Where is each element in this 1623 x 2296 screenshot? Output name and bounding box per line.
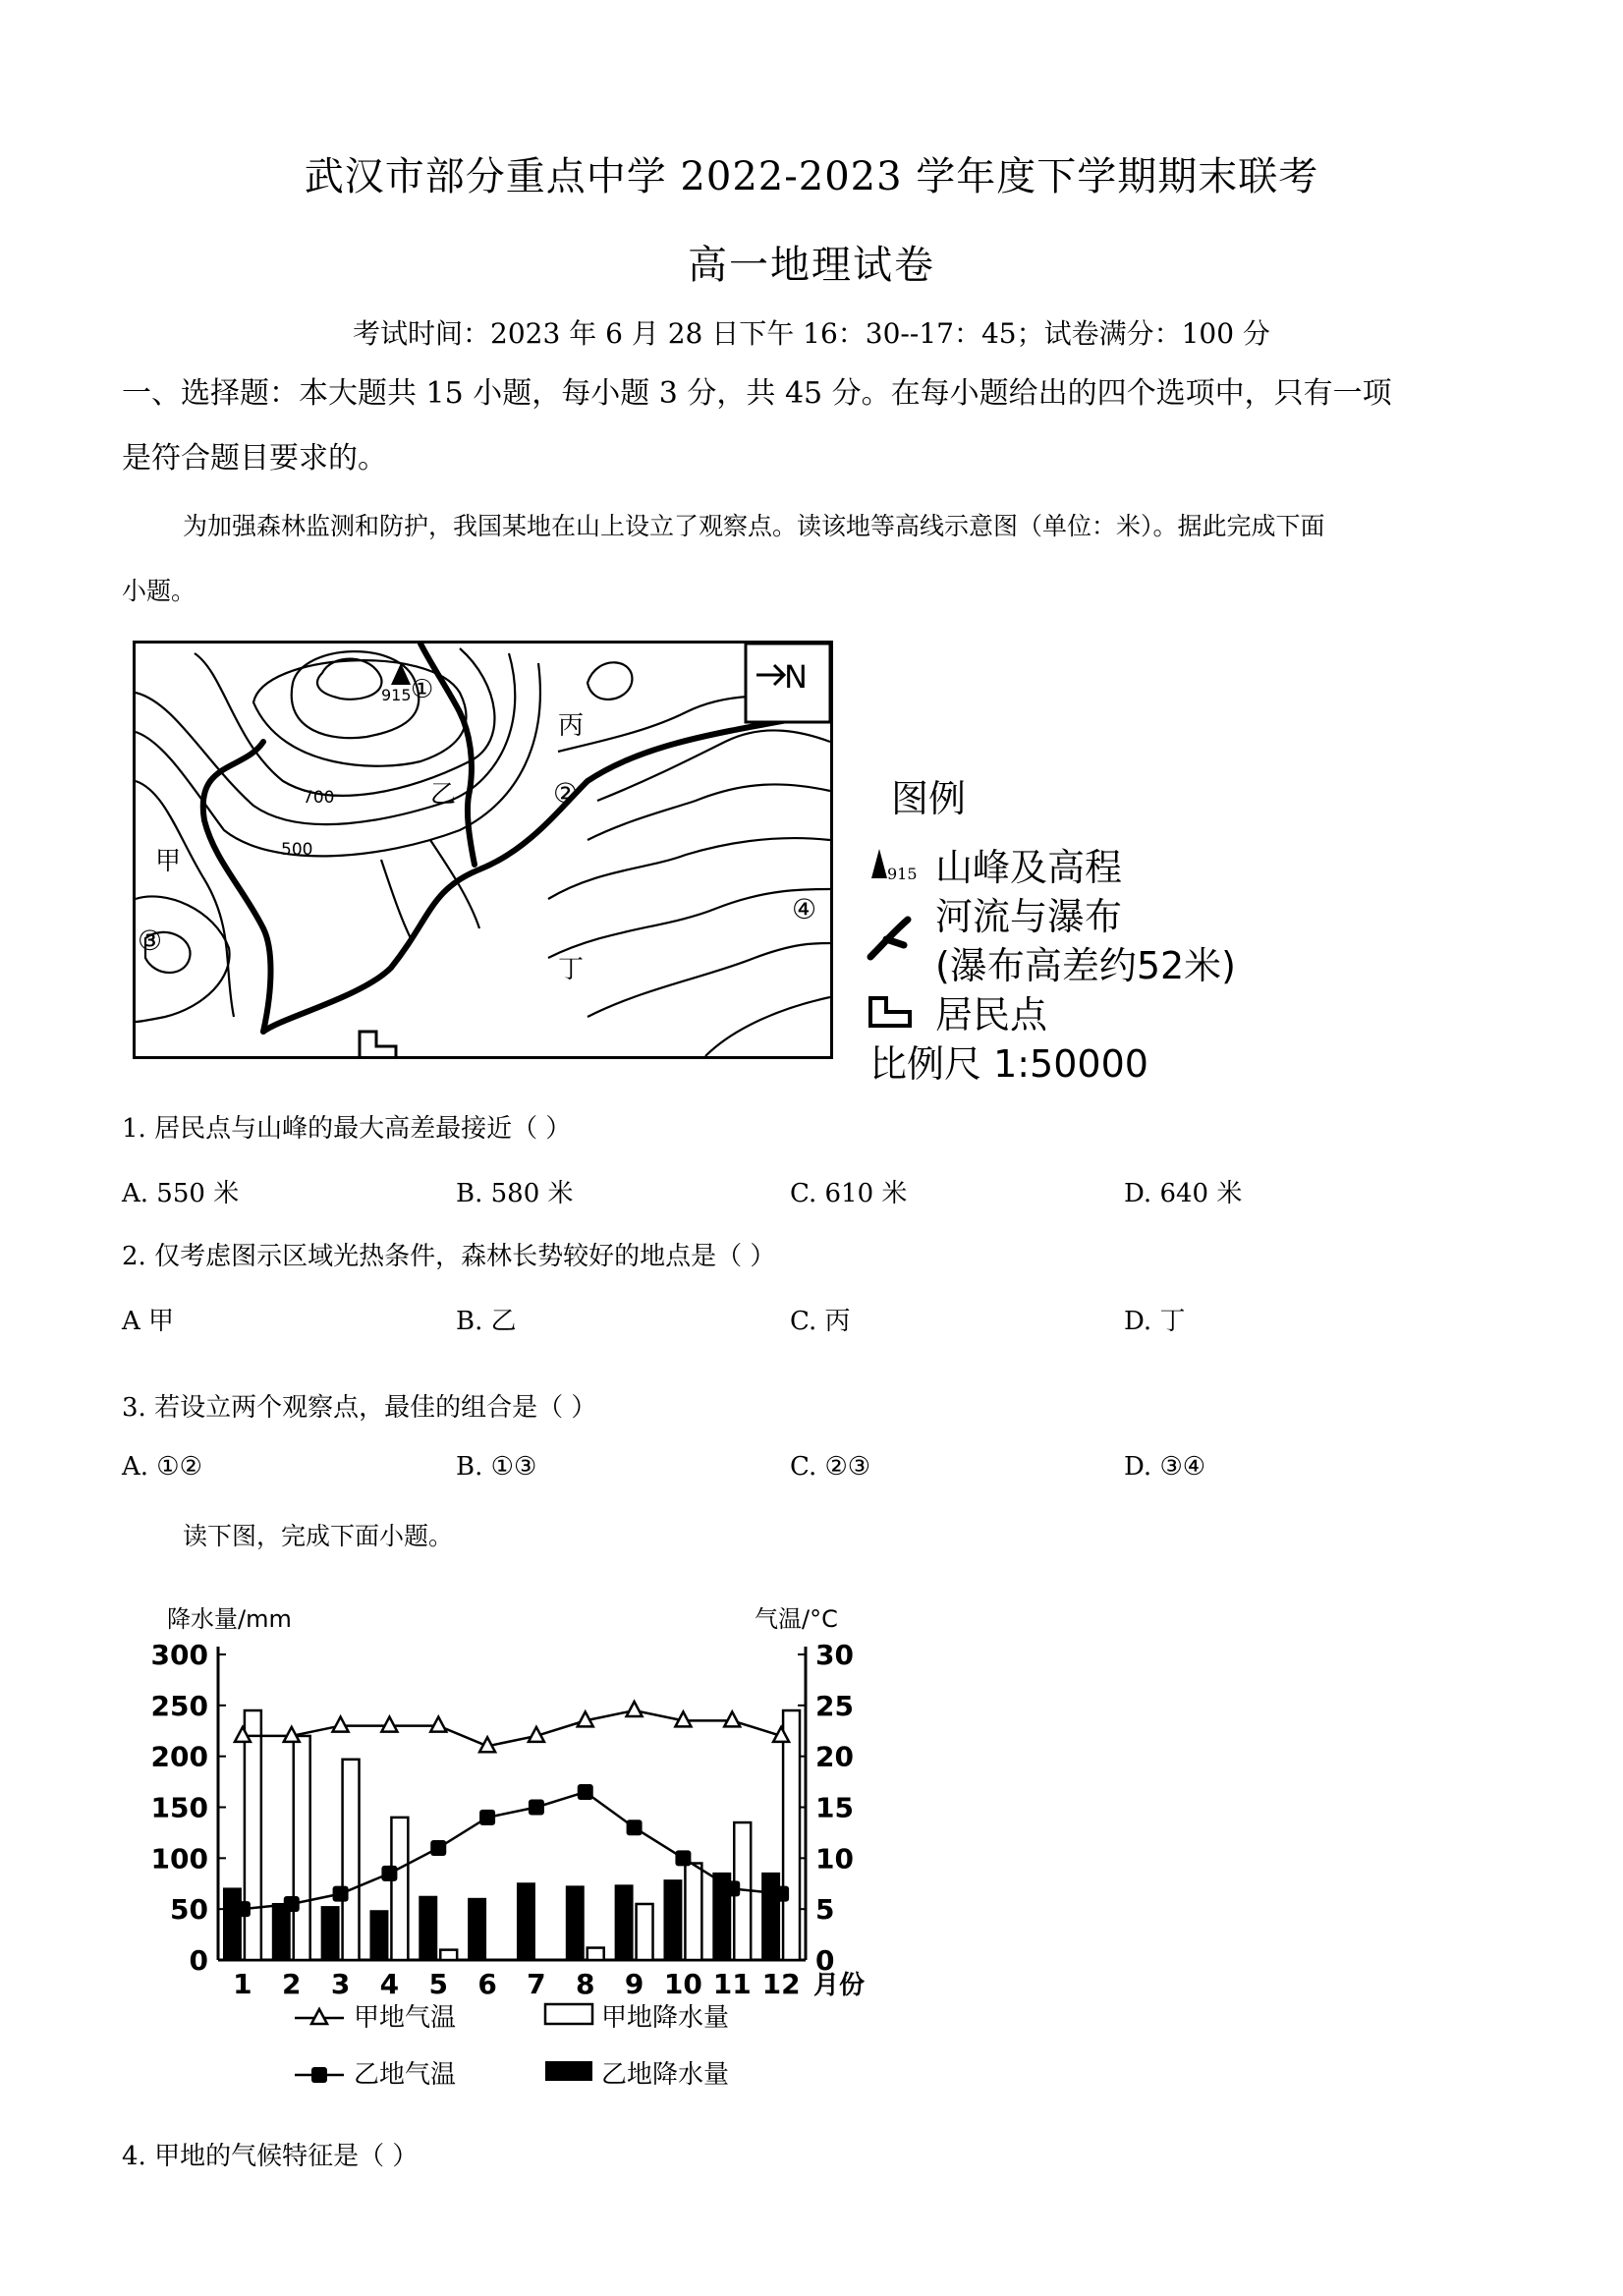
- bar-yi-precip: [567, 1886, 584, 1960]
- jia-temp-point: [724, 1711, 740, 1726]
- legend-yi-precip-swatch: [545, 2061, 592, 2081]
- bar-yi-precip: [420, 1897, 436, 1960]
- intro1-line2: 小题。: [122, 577, 196, 605]
- exam-subtitle: 高一地理试卷: [688, 243, 935, 288]
- location-bing-label: 丙: [558, 711, 585, 741]
- yi-temp-point: [333, 1886, 349, 1902]
- legend-peak: 山峰及高程: [935, 846, 1123, 889]
- q3-option-d: D. ③④: [1124, 1452, 1206, 1482]
- yi-temp-point: [529, 1800, 544, 1816]
- y-tick-left-label: 250: [150, 1689, 208, 1722]
- question-2-stem: 2. 仅考虑图示区域光热条件，森林长势较好的地点是（ ）: [122, 1242, 776, 1271]
- jia-temp-point: [333, 1717, 349, 1732]
- settlement-icon: [360, 1032, 396, 1056]
- point-2-label: ②: [553, 777, 579, 810]
- legend-jia-precip-swatch: [545, 2004, 592, 2024]
- point-3-label: ③: [138, 924, 163, 957]
- point-4-label: ④: [792, 893, 817, 925]
- contour-map-svg: [136, 644, 830, 1056]
- legend-river: 河流与瀑布: [935, 895, 1123, 938]
- bar-jia-precip: [245, 1710, 261, 1960]
- bar-jia-precip: [588, 1948, 604, 1960]
- yi-temp-point: [381, 1866, 397, 1881]
- x-tick-label: 11: [712, 1968, 752, 2000]
- q3-option-a: A. ①②: [122, 1452, 202, 1482]
- bar-yi-precip: [616, 1885, 633, 1960]
- bar-yi-precip: [273, 1904, 290, 1960]
- yi-temp-point: [284, 1896, 300, 1912]
- peak-elevation-label: 915: [381, 686, 412, 704]
- contour-700-label: 700: [303, 788, 335, 808]
- exam-title: 武汉市部分重点中学 2022-2023 学年度下学期期末联考: [304, 154, 1319, 199]
- location-ding-label: 丁: [558, 955, 585, 984]
- legend-peak-number: 915: [887, 865, 918, 883]
- bar-yi-precip: [370, 1911, 387, 1960]
- jia-temp-line: [243, 1710, 781, 1746]
- legend-settlement-icon: [867, 994, 914, 1034]
- x-tick-label: 7: [527, 1968, 546, 2000]
- y-tick-right-label: 0: [815, 1944, 835, 1977]
- jia-temp-point: [381, 1717, 397, 1732]
- q3-option-b: B. ①③: [456, 1452, 537, 1482]
- exam-info: 考试时间：2023 年 6 月 28 日下午 16：30--17：45；试卷满分：100 分: [353, 317, 1270, 350]
- contour-map: [133, 641, 833, 1059]
- y-tick-right-label: 10: [815, 1842, 854, 1876]
- x-tick-label: 9: [624, 1968, 644, 2000]
- yi-temp-point: [773, 1886, 789, 1902]
- yi-temp-point: [578, 1784, 593, 1800]
- y-axis-left-title: 降水量/mm: [167, 1605, 292, 1633]
- x-tick-label: 5: [428, 1968, 448, 2000]
- legend-yi-temp-marker: [311, 2067, 327, 2083]
- x-tick-label: 12: [761, 1968, 801, 2000]
- legend-title: 图例: [891, 777, 967, 820]
- intro2: 读下图，完成下面小题。: [183, 1522, 454, 1550]
- y-tick-right-label: 30: [815, 1639, 854, 1671]
- y-tick-right-label: 15: [815, 1791, 854, 1824]
- yi-temp-point: [675, 1850, 691, 1866]
- legend-river-note: (瀑布高差约52米): [935, 944, 1237, 987]
- y-tick-left-label: 50: [170, 1893, 208, 1927]
- bar-yi-precip: [224, 1888, 241, 1960]
- bar-yi-precip: [664, 1880, 681, 1960]
- bar-yi-precip: [469, 1899, 485, 1960]
- q1-option-b: B. 580 米: [456, 1179, 574, 1208]
- jia-temp-point: [627, 1702, 643, 1716]
- q1-option-d: D. 640 米: [1124, 1179, 1243, 1208]
- q1-option-c: C. 610 米: [790, 1179, 908, 1208]
- legend-yi-precip-label: 乙地降水量: [601, 2060, 730, 2090]
- bar-jia-precip: [343, 1760, 360, 1960]
- yi-temp-point: [627, 1820, 643, 1835]
- bar-jia-precip: [440, 1950, 457, 1960]
- x-tick-label: 1: [233, 1968, 252, 2000]
- jia-temp-point: [430, 1717, 446, 1732]
- question-4-stem: 4. 甲地的气候特征是（ ）: [122, 2142, 419, 2171]
- bar-jia-precip: [391, 1818, 408, 1960]
- q2-option-a: A 甲: [122, 1307, 175, 1336]
- y-tick-left-label: 0: [189, 1944, 208, 1977]
- climate-chart-svg: [147, 1592, 874, 2102]
- legend-scale: 比例尺 1:50000: [869, 1042, 1148, 1086]
- yi-temp-point: [235, 1901, 251, 1917]
- x-tick-label: 3: [330, 1968, 351, 2000]
- x-tick-label: 6: [477, 1968, 497, 2000]
- north-label: N: [784, 658, 808, 696]
- intro1-line1: 为加强森林监测和防护，我国某地在山上设立了观察点。读该地等高线示意图（单位：米）。据此完成下面: [183, 512, 1325, 540]
- y-tick-right-label: 5: [815, 1893, 835, 1927]
- legend-jia-precip-label: 甲地降水量: [601, 2003, 730, 2033]
- yi-temp-point: [479, 1810, 495, 1825]
- legend-settlement: 居民点: [935, 993, 1048, 1036]
- y-tick-left-label: 300: [150, 1639, 208, 1671]
- y-tick-right-label: 25: [815, 1689, 854, 1722]
- legend-jia-temp-marker: [311, 2009, 327, 2024]
- legend-jia-temp-label: 甲地气温: [354, 2003, 457, 2033]
- q2-option-d: D. 丁: [1124, 1307, 1186, 1336]
- question-1-stem: 1. 居民点与山峰的最大高差最接近（ ）: [122, 1114, 572, 1144]
- bar-jia-precip: [685, 1864, 701, 1960]
- x-tick-label: 4: [379, 1968, 400, 2000]
- y-tick-left-label: 150: [150, 1791, 208, 1824]
- climate-chart: [147, 1592, 874, 2102]
- q3-option-c: C. ②③: [790, 1452, 871, 1482]
- legend-river-icon: [865, 914, 914, 967]
- y-tick-left-label: 200: [150, 1740, 208, 1773]
- section-heading-line2: 是符合题目要求的。: [122, 441, 387, 476]
- q1-option-a: A. 550 米: [122, 1179, 240, 1208]
- x-tick-label: 10: [663, 1968, 702, 2000]
- q2-option-c: C. 丙: [790, 1307, 851, 1336]
- y-tick-left-label: 100: [150, 1842, 208, 1876]
- legend-yi-temp-label: 乙地气温: [354, 2060, 457, 2090]
- y-tick-right-label: 20: [815, 1740, 854, 1773]
- bar-jia-precip: [637, 1904, 653, 1960]
- bar-jia-precip: [783, 1710, 800, 1960]
- y-axis-right-title: 气温/°C: [755, 1605, 838, 1633]
- yi-temp-point: [724, 1880, 740, 1896]
- x-tick-label: 8: [576, 1968, 595, 2000]
- location-jia-label: 甲: [155, 847, 182, 876]
- location-yi-label: 乙: [430, 780, 457, 810]
- x-axis-title: 月份: [813, 1971, 866, 2000]
- question-3-stem: 3. 若设立两个观察点，最佳的组合是（ ）: [122, 1393, 597, 1423]
- bar-jia-precip: [294, 1736, 310, 1960]
- yi-temp-point: [430, 1840, 446, 1856]
- point-1-label: ①: [411, 675, 434, 704]
- section-heading-line1: 一、选择题：本大题共 15 小题，每小题 3 分，共 45 分。在每小题给出的四个选项中，只有一项: [122, 376, 1392, 411]
- x-tick-label: 2: [282, 1968, 302, 2000]
- contour-500-label: 500: [281, 840, 313, 860]
- bar-yi-precip: [518, 1883, 534, 1960]
- bar-yi-precip: [322, 1907, 339, 1960]
- q2-option-b: B. 乙: [456, 1307, 517, 1336]
